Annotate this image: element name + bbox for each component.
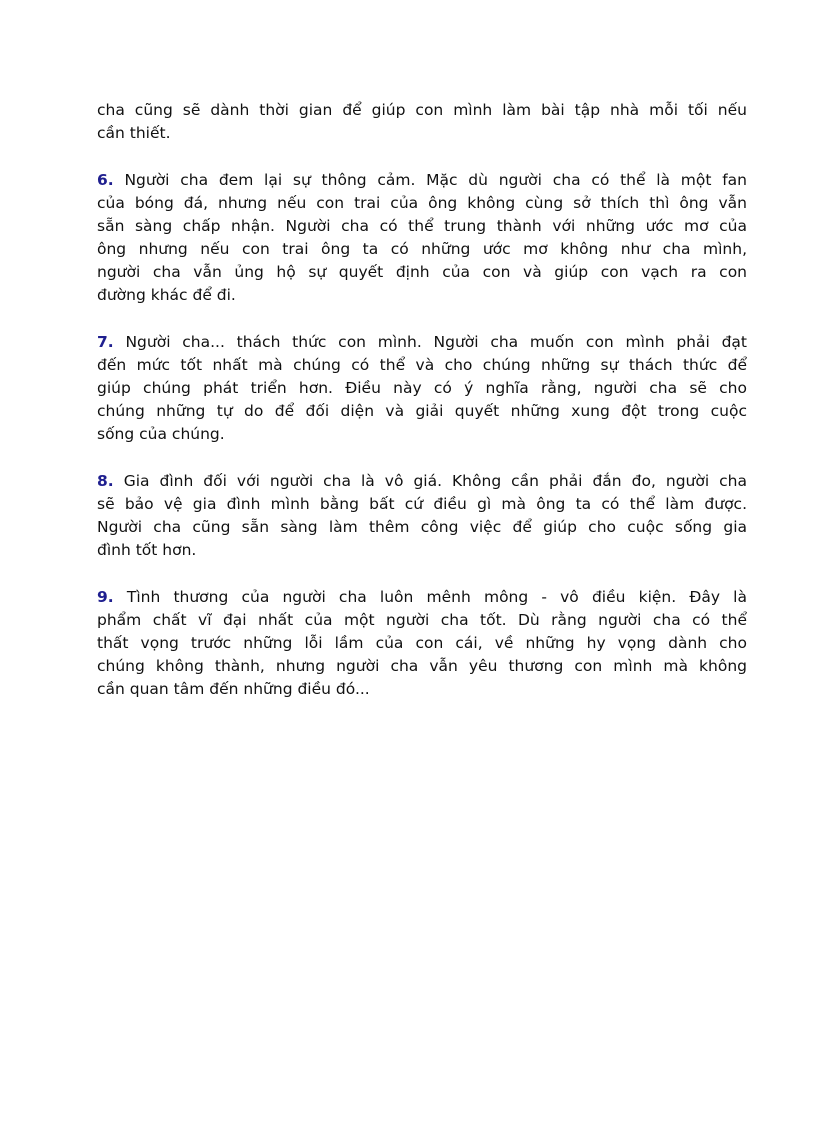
text-line (97, 586, 747, 609)
paragraph (97, 586, 747, 701)
line-text: cần thiết. (97, 124, 171, 142)
line-text: Người cha... thách thức con mình. Người cha muốn con mình phải đạt (125, 333, 747, 351)
text-line (97, 192, 747, 215)
text-line (97, 539, 747, 562)
line-text: Gia đình đối với người cha là vô giá. Không cần phải đắn đo, người cha (123, 472, 747, 490)
text-line (97, 331, 747, 354)
item-number: 6. (97, 171, 114, 189)
line-text: phẩm chất vĩ đại nhất của một người cha tốt. Dù rằng người cha có thể (97, 611, 747, 629)
text-line (97, 284, 747, 307)
line-text: Người cha cũng sẵn sàng làm thêm công việc để giúp cho cuộc sống gia (97, 518, 747, 536)
line-text: giúp chúng phát triển hơn. Điều này có ý nghĩa rằng, người cha sẽ cho (97, 379, 747, 397)
line-text: người cha vẫn ủng hộ sự quyết định của con và giúp con vạch ra con (97, 263, 747, 281)
text-line (97, 609, 747, 632)
item-number: 8. (97, 472, 114, 490)
line-text: cần quan tâm đến những điều đó... (97, 680, 370, 698)
text-line (97, 493, 747, 516)
text-line (97, 354, 747, 377)
text-line (97, 632, 747, 655)
line-text: đường khác để đi. (97, 286, 236, 304)
line-text: của bóng đá, nhưng nếu con trai của ông không cùng sở thích thì ông vẫn (97, 194, 747, 212)
text-line (97, 215, 747, 238)
paragraph (97, 331, 747, 446)
line-text: ông nhưng nếu con trai ông ta có những ước mơ không như cha mình, (97, 240, 747, 258)
item-number: 7. (97, 333, 114, 351)
text-line (97, 169, 747, 192)
text-line (97, 423, 747, 446)
text-line (97, 400, 747, 423)
line-text: sẽ bảo vệ gia đình mình bằng bất cứ điều gì mà ông ta có thể làm được. (97, 495, 747, 513)
line-text: chúng những tự do để đối diện và giải quyết những xung đột trong cuộc (97, 402, 747, 420)
text-line (97, 377, 747, 400)
paragraph (97, 470, 747, 562)
line-text: đến mức tốt nhất mà chúng có thể và cho chúng những sự thách thức để (97, 356, 747, 374)
line-text: Người cha đem lại sự thông cảm. Mặc dù người cha có thể là một fan (124, 171, 747, 189)
text-line (97, 470, 747, 493)
line-text: sống của chúng. (97, 425, 225, 443)
text-line (97, 99, 747, 122)
text-line (97, 238, 747, 261)
text-line (97, 261, 747, 284)
text-line (97, 122, 747, 145)
line-text: sẵn sàng chấp nhận. Người cha có thể trung thành với những ước mơ của (97, 217, 747, 235)
line-text: thất vọng trước những lỗi lầm của con cái, về những hy vọng dành cho (97, 634, 747, 652)
text-line (97, 516, 747, 539)
paragraph (97, 99, 747, 145)
line-text: chúng không thành, nhưng người cha vẫn yêu thương con mình mà không (97, 657, 747, 675)
paragraph (97, 169, 747, 307)
line-text: đình tốt hơn. (97, 541, 197, 559)
document-page (97, 99, 747, 725)
line-text: cha cũng sẽ dành thời gian để giúp con mình làm bài tập nhà mỗi tối nếu (97, 101, 747, 119)
item-number: 9. (97, 588, 114, 606)
line-text: Tình thương của người cha luôn mênh mông - vô điều kiện. Đây là (126, 588, 747, 606)
text-line (97, 678, 747, 701)
text-line (97, 655, 747, 678)
